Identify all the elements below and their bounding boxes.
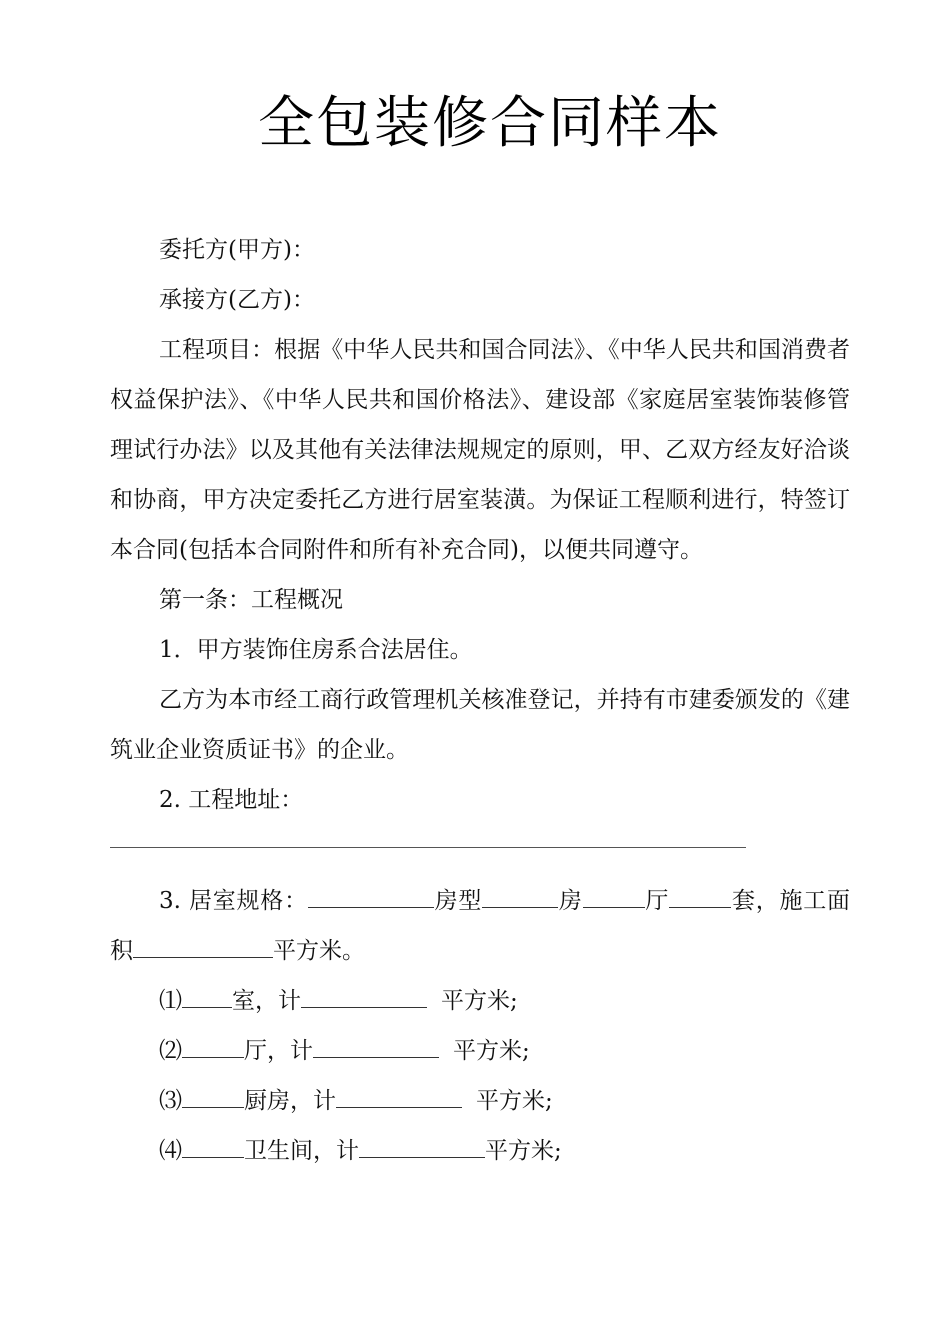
sub-item-unit: 平方米; [441, 988, 518, 1014]
spec-blank [308, 887, 434, 908]
halls-label: 厅 [644, 888, 670, 914]
sub-item-name: 厅，计 [244, 1038, 313, 1064]
sub-item-number: ⑴ [159, 988, 182, 1014]
sub-item-3 [110, 1076, 850, 1126]
area-blank [133, 937, 273, 958]
count-blank [182, 1137, 244, 1158]
sub-item-4 [110, 1126, 850, 1176]
room-type-label: 房型 [433, 888, 483, 914]
area-label: 工面积 [110, 888, 851, 964]
party-a-line: 委托方(甲方)： [159, 237, 315, 263]
sub-item-name: 卫生间，计 [244, 1138, 359, 1164]
sub-item-unit: 平方米; [485, 1138, 562, 1164]
sub-item-number: ⑷ [159, 1138, 182, 1164]
sub-item-1 [110, 976, 850, 1026]
area-blank [359, 1137, 485, 1158]
item-3-label: 3. 居室规格： [159, 888, 308, 914]
sub-item-2 [110, 1026, 850, 1076]
sub-item-name: 室，计 [232, 988, 301, 1014]
document-body [110, 225, 850, 1176]
article-1-heading: 第一条：工程概况 [159, 587, 343, 613]
set-count-blank [669, 887, 731, 908]
count-blank [182, 987, 232, 1008]
item-2-address: 2. 工程地址： [159, 787, 304, 813]
hall-count-blank [583, 887, 645, 908]
sets-label: 套，施 [731, 888, 804, 914]
item-1: 1．甲方装饰住房系合法居住。 [159, 637, 473, 663]
sub-item-number: ⑶ [159, 1088, 182, 1114]
address-blank-line [110, 825, 746, 848]
sub-item-number: ⑵ [159, 1038, 182, 1064]
area-blank [336, 1087, 462, 1108]
count-blank [182, 1037, 244, 1058]
room-count-blank [482, 887, 558, 908]
area-blank [301, 987, 427, 1008]
count-blank [182, 1087, 244, 1108]
sub-item-unit: 平方米; [453, 1038, 530, 1064]
item-3-room-spec [110, 876, 850, 976]
item-1-continuation: 乙方为本市经工商行政管理机关核准登记，并持有市建委颁发的《建筑业企业资质证书》的企业。 [110, 687, 850, 763]
area-blank [313, 1037, 439, 1058]
sub-item-unit: 平方米; [476, 1088, 553, 1114]
project-intro-paragraph: 工程项目：根据《中华人民共和国合同法》、《中华人民共和国消费者权益保护法》、《中华人民共和国价格法》、建设部《家庭居室装饰装修管理试行办法》以及其他有关法律法规规定的原则，甲、乙双方经友好洽谈和协商，甲方决定委托乙方进行居室装潢。为保证工程顺利进行，特签订本合同(包括本合同附件和所有补充合同)，以便共同遵守。 [110, 337, 850, 563]
sub-item-name: 厨房，计 [244, 1088, 336, 1114]
area-unit: 平方米。 [273, 938, 365, 964]
rooms-label: 房 [558, 888, 583, 914]
party-b-line: 承接方(乙方)： [159, 287, 315, 313]
document-title: 全包装修合同样本 [258, 91, 722, 156]
